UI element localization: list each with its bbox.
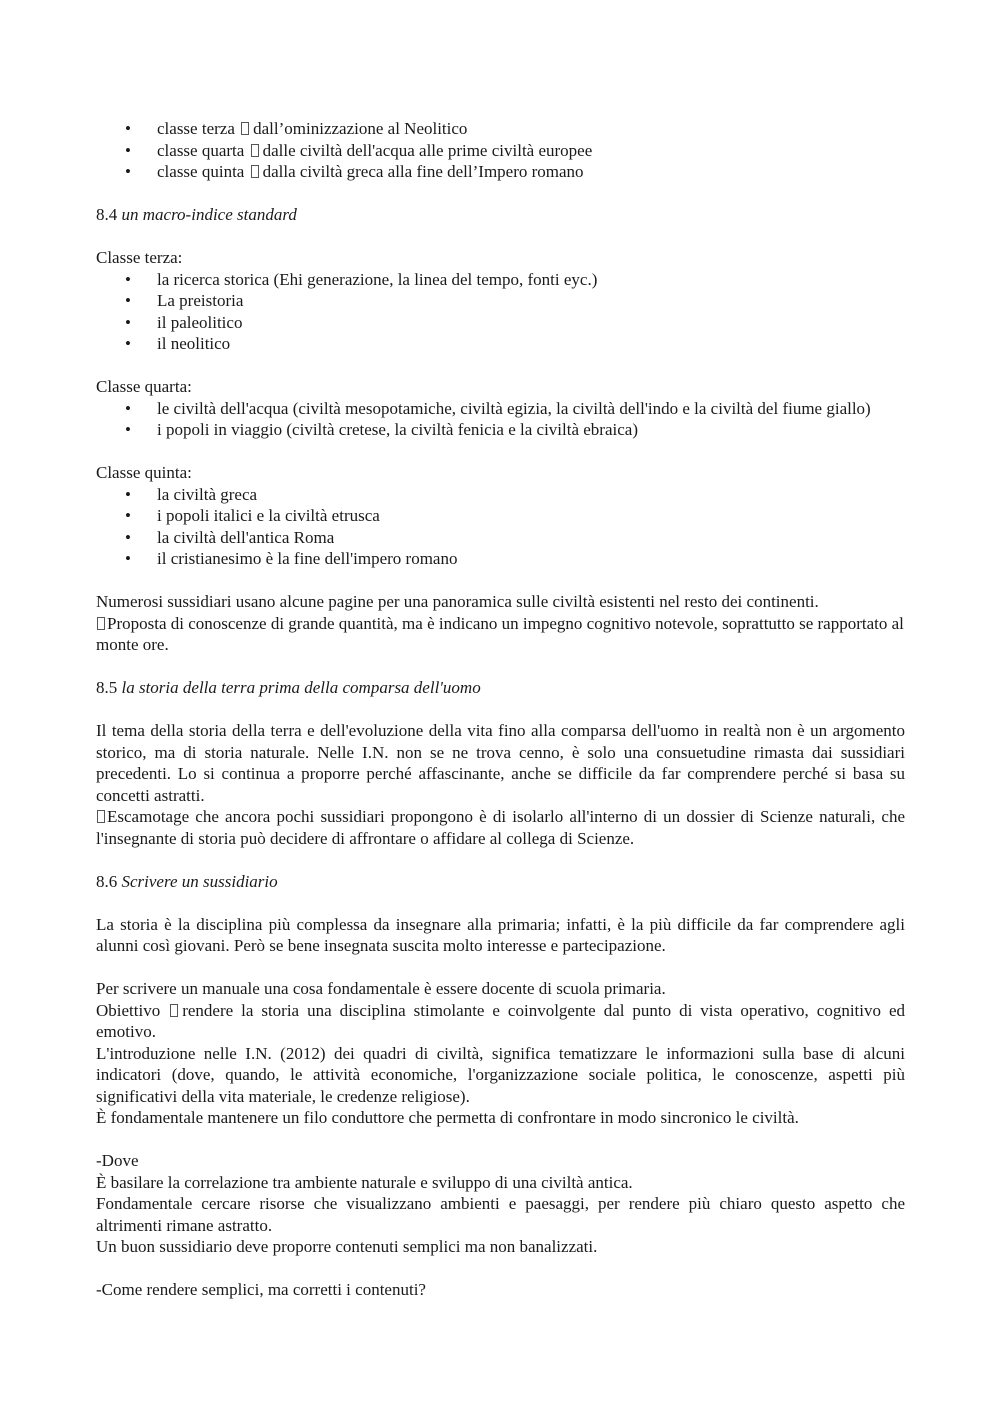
paragraph: Numerosi sussidiari usano alcune pagine per una panoramica sulle civiltà esistenti nel resto dei continenti. bbox=[96, 592, 819, 611]
list-item: • classe quinta dalla civiltà greca alla fine dell’Impero romano bbox=[125, 162, 584, 181]
bullet: • bbox=[125, 140, 131, 160]
bullet: • bbox=[125, 420, 131, 439]
missing-glyph-icon bbox=[251, 144, 259, 157]
document-page bbox=[96, 118, 905, 1301]
classe-terza-label: Classe terza: bbox=[96, 248, 183, 267]
list-item: • La preistoria bbox=[125, 291, 244, 310]
classe-quarta-label: Classe quarta: bbox=[96, 377, 192, 396]
list-item: • la ricerca storica (Ehi generazione, la linea del tempo, fonti eyc.) bbox=[125, 269, 598, 289]
come-label: -Come rendere semplici, ma corretti i contenuti? bbox=[96, 1280, 426, 1299]
classe-quinta-list bbox=[96, 484, 905, 570]
list-item: • il paleolitico bbox=[125, 312, 243, 332]
classe-terza-list bbox=[96, 269, 905, 355]
section-heading-8-5: 8.5 la storia della terra prima della comparsa dell'uomo bbox=[96, 678, 481, 697]
paragraph: Un buon sussidiario deve proporre contenuti semplici ma non banalizzati. bbox=[96, 1237, 598, 1256]
bullet: • bbox=[125, 119, 131, 138]
list-item: • classe terza dall’ominizzazione al Neolitico bbox=[125, 119, 468, 138]
paragraph: Per scrivere un manuale una cosa fondamentale è essere docente di scuola primaria. bbox=[96, 979, 666, 998]
list-item: • classe quarta dalle civiltà dell'acqua alle prime civiltà europee bbox=[125, 140, 593, 160]
paragraph: L'introduzione nelle I.N. (2012) dei quadri di civiltà, significa tematizzare le informazioni sulla base di alcuni indicatori (dove, quando, le attività economiche, l'organizzazione sociale politica, le conoscenze, aspetti più significativi della vita materiale, le credenze religiose). bbox=[96, 1043, 905, 1106]
list-item: • i popoli italici e la civiltà etrusca bbox=[125, 506, 380, 525]
missing-glyph-icon bbox=[251, 165, 259, 178]
missing-glyph-icon bbox=[97, 617, 105, 630]
bullet: • bbox=[125, 549, 131, 568]
section-heading-8-4: 8.4 un macro-indice standard bbox=[96, 205, 297, 224]
bullet: • bbox=[125, 269, 131, 289]
bullet: • bbox=[125, 334, 131, 353]
list-item: • i popoli in viaggio (civiltà cretese, la civiltà fenicia e la civiltà ebraica) bbox=[125, 420, 638, 439]
paragraph: Escamotage che ancora pochi sussidiari propongono è di isolarlo all'interno di un dossier di Scienze naturali, che l'insegnante di storia può decidere di affrontare o affidare al collega di Scienze. bbox=[96, 807, 905, 848]
missing-glyph-icon bbox=[170, 1004, 178, 1017]
classe-quarta-list bbox=[96, 398, 905, 441]
paragraph: Proposta di conoscenze di grande quantità, ma è indicano un impegno cognitivo notevole, soprattutto se rapportato al monte ore. bbox=[96, 613, 904, 654]
bullet: • bbox=[125, 484, 131, 504]
bullet: • bbox=[125, 162, 131, 181]
paragraph: Il tema della storia della terra e dell'evoluzione della vita fino alla comparsa dell'uomo in realtà non è un argomento storico, ma di storia naturale. Nelle I.N. non se ne trova cenno, è solo una consuetudine rimasta dai sussidiari precedenti. Lo si continua a proporre perché affascinante, anche se difficile da far comprendere perché si basa su concetti astratti. bbox=[96, 721, 905, 805]
bullet: • bbox=[125, 527, 131, 547]
paragraph: Fondamentale cercare risorse che visualizzano ambienti e paesaggi, per rendere più chiaro questo aspetto che altrimenti rimane astratto. bbox=[96, 1194, 905, 1235]
list-item: • il neolitico bbox=[125, 334, 231, 353]
bullet: • bbox=[125, 398, 131, 418]
bullet: • bbox=[125, 506, 131, 525]
paragraph: La storia è la disciplina più complessa da insegnare alla primaria; infatti, è la più difficile da far comprendere agli alunni così giovani. Però se bene insegnata suscita molto interesse e partecipazione. bbox=[96, 914, 905, 955]
list-item: • il cristianesimo è la fine dell'impero romano bbox=[125, 549, 458, 568]
list-item: • la civiltà greca bbox=[125, 484, 258, 504]
bullet: • bbox=[125, 312, 131, 332]
paragraph: È fondamentale mantenere un filo conduttore che permetta di confrontare in modo sincronico le civiltà. bbox=[96, 1108, 799, 1127]
bullet: • bbox=[125, 291, 131, 310]
dove-label: -Dove bbox=[96, 1151, 139, 1170]
paragraph: È basilare la correlazione tra ambiente naturale e sviluppo di una civiltà antica. bbox=[96, 1172, 633, 1192]
paragraph: Obiettivo rendere la storia una disciplina stimolante e coinvolgente dal punto di vista operativo, cognitivo ed emotivo. bbox=[96, 1000, 905, 1041]
list-item: • le civiltà dell'acqua (civiltà mesopotamiche, civiltà egizia, la civiltà dell'indo e la civiltà del fiume giallo) bbox=[125, 398, 871, 418]
intro-list bbox=[96, 118, 905, 183]
missing-glyph-icon bbox=[241, 122, 249, 135]
list-item: • la civiltà dell'antica Roma bbox=[125, 527, 335, 547]
missing-glyph-icon bbox=[97, 810, 105, 823]
section-heading-8-6: 8.6 Scrivere un sussidiario bbox=[96, 871, 278, 891]
classe-quinta-label: Classe quinta: bbox=[96, 463, 192, 482]
